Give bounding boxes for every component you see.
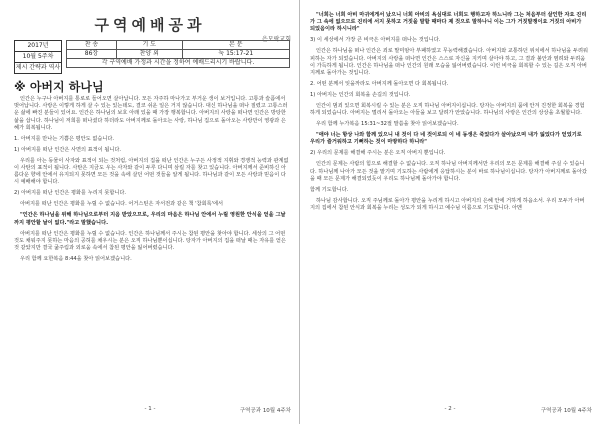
page1-body bbox=[14, 96, 290, 267]
page-number: - 2 - bbox=[444, 406, 456, 412]
table-cell: 본 문 bbox=[182, 41, 289, 50]
table-cell: 찬양 외 bbox=[116, 50, 182, 59]
paragraph: 우리 함께 요한복음 8:44을 찾아 읽어보겠습니다. bbox=[20, 256, 132, 263]
quote-paragraph: "너희는 너희 아비 마귀에게서 났으니 너희 아비의 욕심대로 너희도 행하고자 하느니라 그는 처음부터 살인한 자요 진리가 그 속에 없으므로 진리에 서지 못하고 거짓을 말할 때마다 제 것으로 말하나니 이는 그가 거짓말쟁이요 거짓의 아비가 되었음이라 하시니라" bbox=[310, 12, 587, 33]
paragraph: 2) 아버지를 떠난 인간은 평화를 누리지 못합니다. bbox=[14, 190, 127, 197]
paragraph: 인간은 누구나 아버지를 통로로 들어오면 살아납니다. 모든 자주하 마나가고 부거운 생이 보거입니다. 고통과 슬픔에서 벗어납니다. 사랑은 이렇게 하게 살 수 있는 있는데도, 결코 쉬운 일은 거지 않습니다. 대신 하나님을 떠나 질렸고 고통스러운 삶에 빠진 분들이 있어요. 인간은 하나님의 보호 아래 있을 때 가장 행복합니다. 아버지의 사랑을 떠나면 인간은 방탕한 삶을 삽니다. 하나님이 저희를 떠나셨다 하더라도 아버지께로 돌아오는 사랑, 하나님 집으로 돌아오는 사랑만이 영광과 은혜가 회복됩니다. bbox=[14, 96, 288, 131]
paragraph: 1. 아버지를 만나는 기쁨은 평안도 없습니다. bbox=[14, 135, 115, 142]
paragraph: 우리 함께 누가복음 15:31~32절 말씀을 찾아 읽어보겠습니다. bbox=[316, 121, 459, 128]
info-year: 2017년 bbox=[15, 41, 61, 52]
table-cell: 찬 송 bbox=[67, 41, 117, 50]
info-week: 10월 5주차 bbox=[15, 52, 61, 63]
info-note: 제시 간략과 역사 bbox=[15, 64, 61, 71]
footer-signature: 구역공과 10월 4주차 bbox=[239, 408, 291, 414]
paragraph: 인간의 문제는 사람의 힘으로 해결할 수 없습니다. 오직 하나님 아버지께서만 우리의 모든 문제를 해결해 주실 수 있습니다. 하나님께 나아가 모든 것을 맡기며 기도하는 사람에게 응답하시는 분이 바로 하나님이십니다. 탕자가 아버지께로 돌아갔을 때 모든 문제가 해결되었듯이 우리도 하나님께 돌아가야 합니다. bbox=[310, 161, 587, 182]
paragraph: 1) 아버지를 떠난 인간은 사면의 표적이 됩니다. bbox=[14, 146, 122, 153]
quote-paragraph: "애야 너는 항상 나와 함께 있으니 내 것이 다 네 것이로되 이 네 동생은 죽었다가 살아났으며 내가 잃었다가 얻었기로 우리가 즐거워하고 기뻐하는 것이 마땅하다 하니라" bbox=[310, 132, 582, 146]
paragraph: 하나님 감사합니다. 오직 주님께로 돌아가 평안을 누리게 하시고 아버지의 은혜 안에 거하게 하옵소서. 우리 모두가 아버지의 집에서 참된 안식과 회복을 누리는 성도가 되게 하시고 예수님 이름으로 기도합니다. 아멘 bbox=[310, 197, 585, 212]
info-box bbox=[14, 40, 62, 74]
paragraph: 3) 이 세상에서 가장 큰 비극은 아버지를 떠나는 것입니다. bbox=[310, 37, 441, 44]
table-cell: 86장 bbox=[67, 50, 117, 59]
church-name: 은모락교회 bbox=[262, 36, 291, 43]
table-row bbox=[67, 50, 290, 59]
paragraph: 2) 우리의 문제를 해결해 주시는 분은 오직 아버지 뿐입니다. bbox=[310, 150, 446, 157]
table-cell: 기 도 bbox=[116, 41, 182, 50]
document-title: 구역예배공과 bbox=[94, 16, 206, 34]
table-row bbox=[67, 59, 290, 68]
footer-signature: 구역공과 10월 4주차 bbox=[540, 408, 592, 414]
section-heading: ※ 아버지 하나님 bbox=[14, 80, 104, 94]
paragraph: 인간이 범죄 있으면 회복시킬 수 있는 분은 오직 하나님 아버지이십니다. 탕자는 아버지의 품에 안겨 진정한 회복을 경험하게 되었습니다. 아버지는 멀리서 돌아오는 아들을 보고 달려가 안았습니다. 하나님의 사랑은 인간의 상상을 초월합니다. bbox=[310, 103, 585, 117]
quote-paragraph: "인간은 하나님을 위해 하나님으로부터 지음 받았으므로, 우리의 마음은 하나님 안에서 누릴 영원한 안식을 얻을 그날까지 평안할 날이 없다."라고 말했습니다. bbox=[14, 212, 286, 226]
paragraph: 함께 기도합니다. bbox=[310, 186, 349, 193]
table-row bbox=[67, 41, 290, 50]
table-cell: 눅 15:17-21 bbox=[182, 50, 289, 59]
page-number: - 1 - bbox=[144, 406, 156, 412]
paragraph: 인간은 하나님을 떠나 인간은 죄로 말미암아 부패하였고 무능력해졌습니다. 아버지와 교통하던 위치에서 하나님을 두려워 피하는 자가 되었습니다. 아버지의 사랑을 떠나면 인간은 스스로 자신을 지키며 살아야 하고, 그 결과 불안과 염려와 두려움이 가득하게 됩니다. 인간은 하나님을 떠나 인간의 원래 모습을 잃어버렸습니다. 이런 비극을 회복할 수 있는 길은 오직 아버지께로 돌아가는 것입니다. bbox=[310, 48, 588, 77]
paragraph: 아버지를 떠난 인간은 평화를 누릴 수 없습니다. 인간은 하나님께서 주시는 참된 평안을 찾아야 합니다. 세상의 그 어떤 것도 채워주지 못하는 마음의 공허를 채우시는 분은 오직 하나님뿐이십니다. 탕자가 아버지의 집을 떠날 때는 자유를 얻은 것 같았지만 결국 굶주림과 외로움 속에서 참된 평안을 잃어버렸습니다. bbox=[14, 230, 286, 252]
paragraph: 2. 어떤 분께서 잊을까라도 아버지께 돌아오면 다 회복됩니다. bbox=[310, 81, 449, 88]
paragraph: 우리를 아는 동물이 사자와 표적이 되는 것처럼, 아버지의 집을 떠난 인간은 누구든 사정적 지휘와 경쟁적 능력과 관계없이 사탄의 표적이 됩니다. 사탄은 지금도 우는 사자와 같이 두루 다니며 삼킬 자를 찾고 있습니다. 아버지께서 준비하신 아름다운 향에 안에서 유지되지 못하면 모든 것을 속에 살던 어떤 것들을 알게 됩니다. 하나님과 같이 모든 사랑과 믿음이 다시 예배해야 합니다. bbox=[14, 157, 289, 186]
order-table bbox=[66, 40, 290, 68]
paragraph: 1) 아버지는 인간의 회복을 손길의 것입니다. bbox=[310, 92, 411, 99]
table-cell: 각 구역예배 가정과 시간을 정하여 예배드리시기 바랍니다. bbox=[67, 59, 290, 68]
page2-body bbox=[310, 12, 588, 216]
paragraph: 아버지를 떠난 인간은 평화를 누릴 수 없습니다. 어거스틴은 자서전과 같은 책 '참회록'에서 bbox=[20, 201, 224, 208]
